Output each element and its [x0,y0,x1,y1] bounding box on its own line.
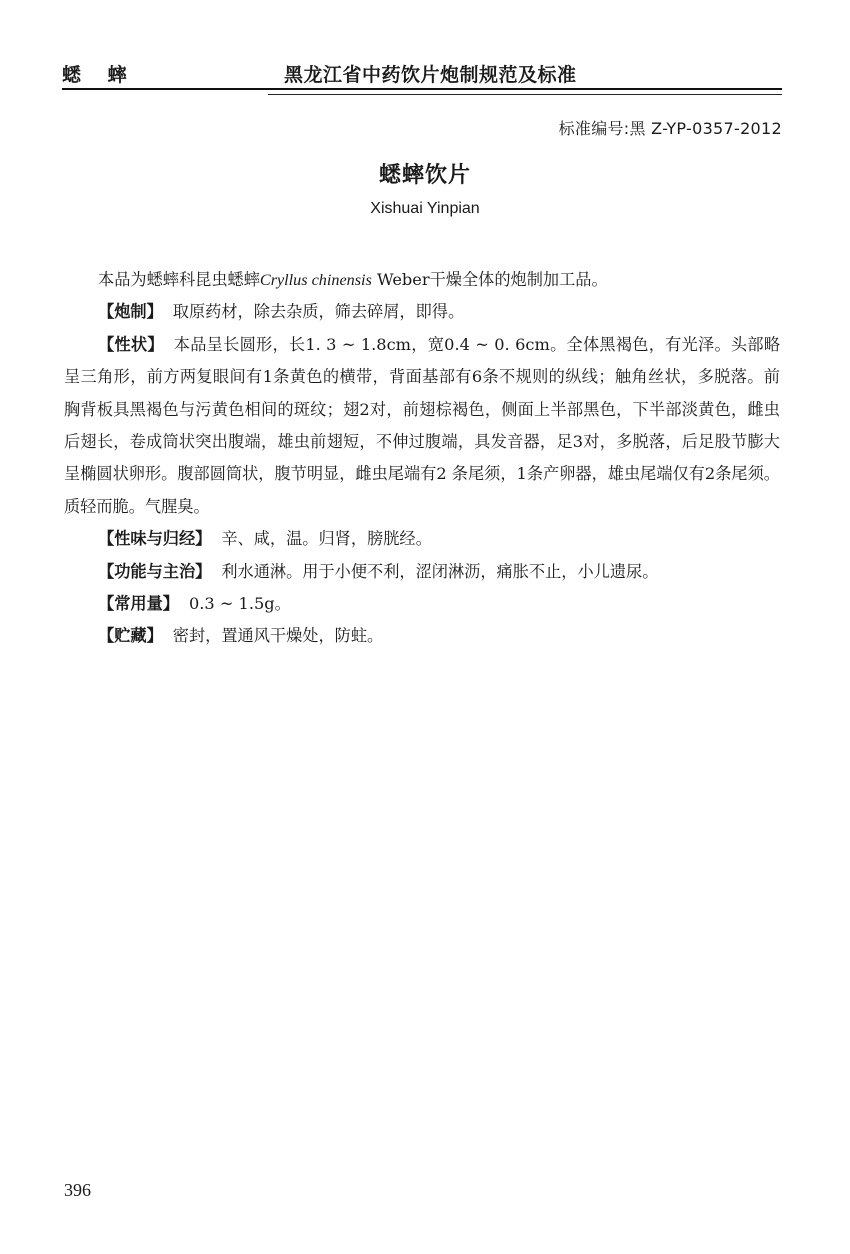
section-heading: 【功能与主治】 [98,561,212,581]
intro-latin-name: Cryllus chinensis [259,271,372,289]
page-number: 396 [64,1180,91,1200]
header-book-title: 黑龙江省中药饮片炮制规范及标准 [284,64,577,86]
section-heading: 【常用量】 [98,594,179,614]
section-function [64,556,780,588]
section-text: 辛、咸，温。归肾，膀胱经。 [221,529,432,549]
section-nature-meridian [64,523,780,555]
section-heading: 【性状】 [98,334,164,354]
page-title: 蟋蟀饮片 [378,163,471,188]
running-header [62,58,782,92]
section-storage [64,620,780,652]
section-description [64,329,780,523]
section-text: 0.3 ~ 1.5g。 [188,594,291,614]
section-text: 取原药材，除去杂质，筛去碎屑，即得。 [172,302,465,322]
header-rule-thin [268,94,782,95]
section-text: 本品呈长圆形，长1. 3 ~ 1.8cm，宽0.4 ~ 0. 6cm。全体黑褐色，有光泽。头部略呈三角形，前方两复眼间有1条黄色的横带，背面基部有6条不规则的纵线；触角丝状，多脱落。前胸背板具黑褐色与污黄色相间的斑纹；翅2对，前翅棕褐色，侧面上半部黑色，下半部淡黄色，雌虫后翅长，卷成筒状突出腹端，雄虫前翅短，不伸过腹端，具发音器，足3对，多脱落，后足股节膨大呈椭圆状卵形。腹部圆筒状，腹节明显，雌虫尾端有2 条尾须，1条产卵器，雄虫尾端仅有2条尾须。质轻而脆。气腥臭。 [64,334,781,516]
section-processing [64,296,780,328]
section-dosage [64,588,780,620]
section-heading: 【贮藏】 [98,626,163,646]
intro-paragraph [64,264,780,296]
section-heading: 【炮制】 [98,302,163,322]
section-heading: 【性味与归经】 [98,529,212,549]
header-section-label: 蟋 蟀 [62,64,137,86]
intro-text-after: Weber干燥全体的炮制加工品。 [371,270,608,289]
standard-number: 标准编号:黑 Z-YP-0357-2012 [558,119,782,138]
header-rule [62,88,782,90]
monograph-body [64,264,780,653]
page-subtitle-pinyin: Xishuai Yinpian [370,200,480,217]
section-text: 利水通淋。用于小便不利，涩闭淋沥，痛胀不止，小儿遗尿。 [221,561,659,581]
intro-text-before: 本品为蟋蟀科昆虫蟋蟀 [98,270,260,289]
section-text: 密封，置通风干燥处，防蛀。 [172,626,384,646]
